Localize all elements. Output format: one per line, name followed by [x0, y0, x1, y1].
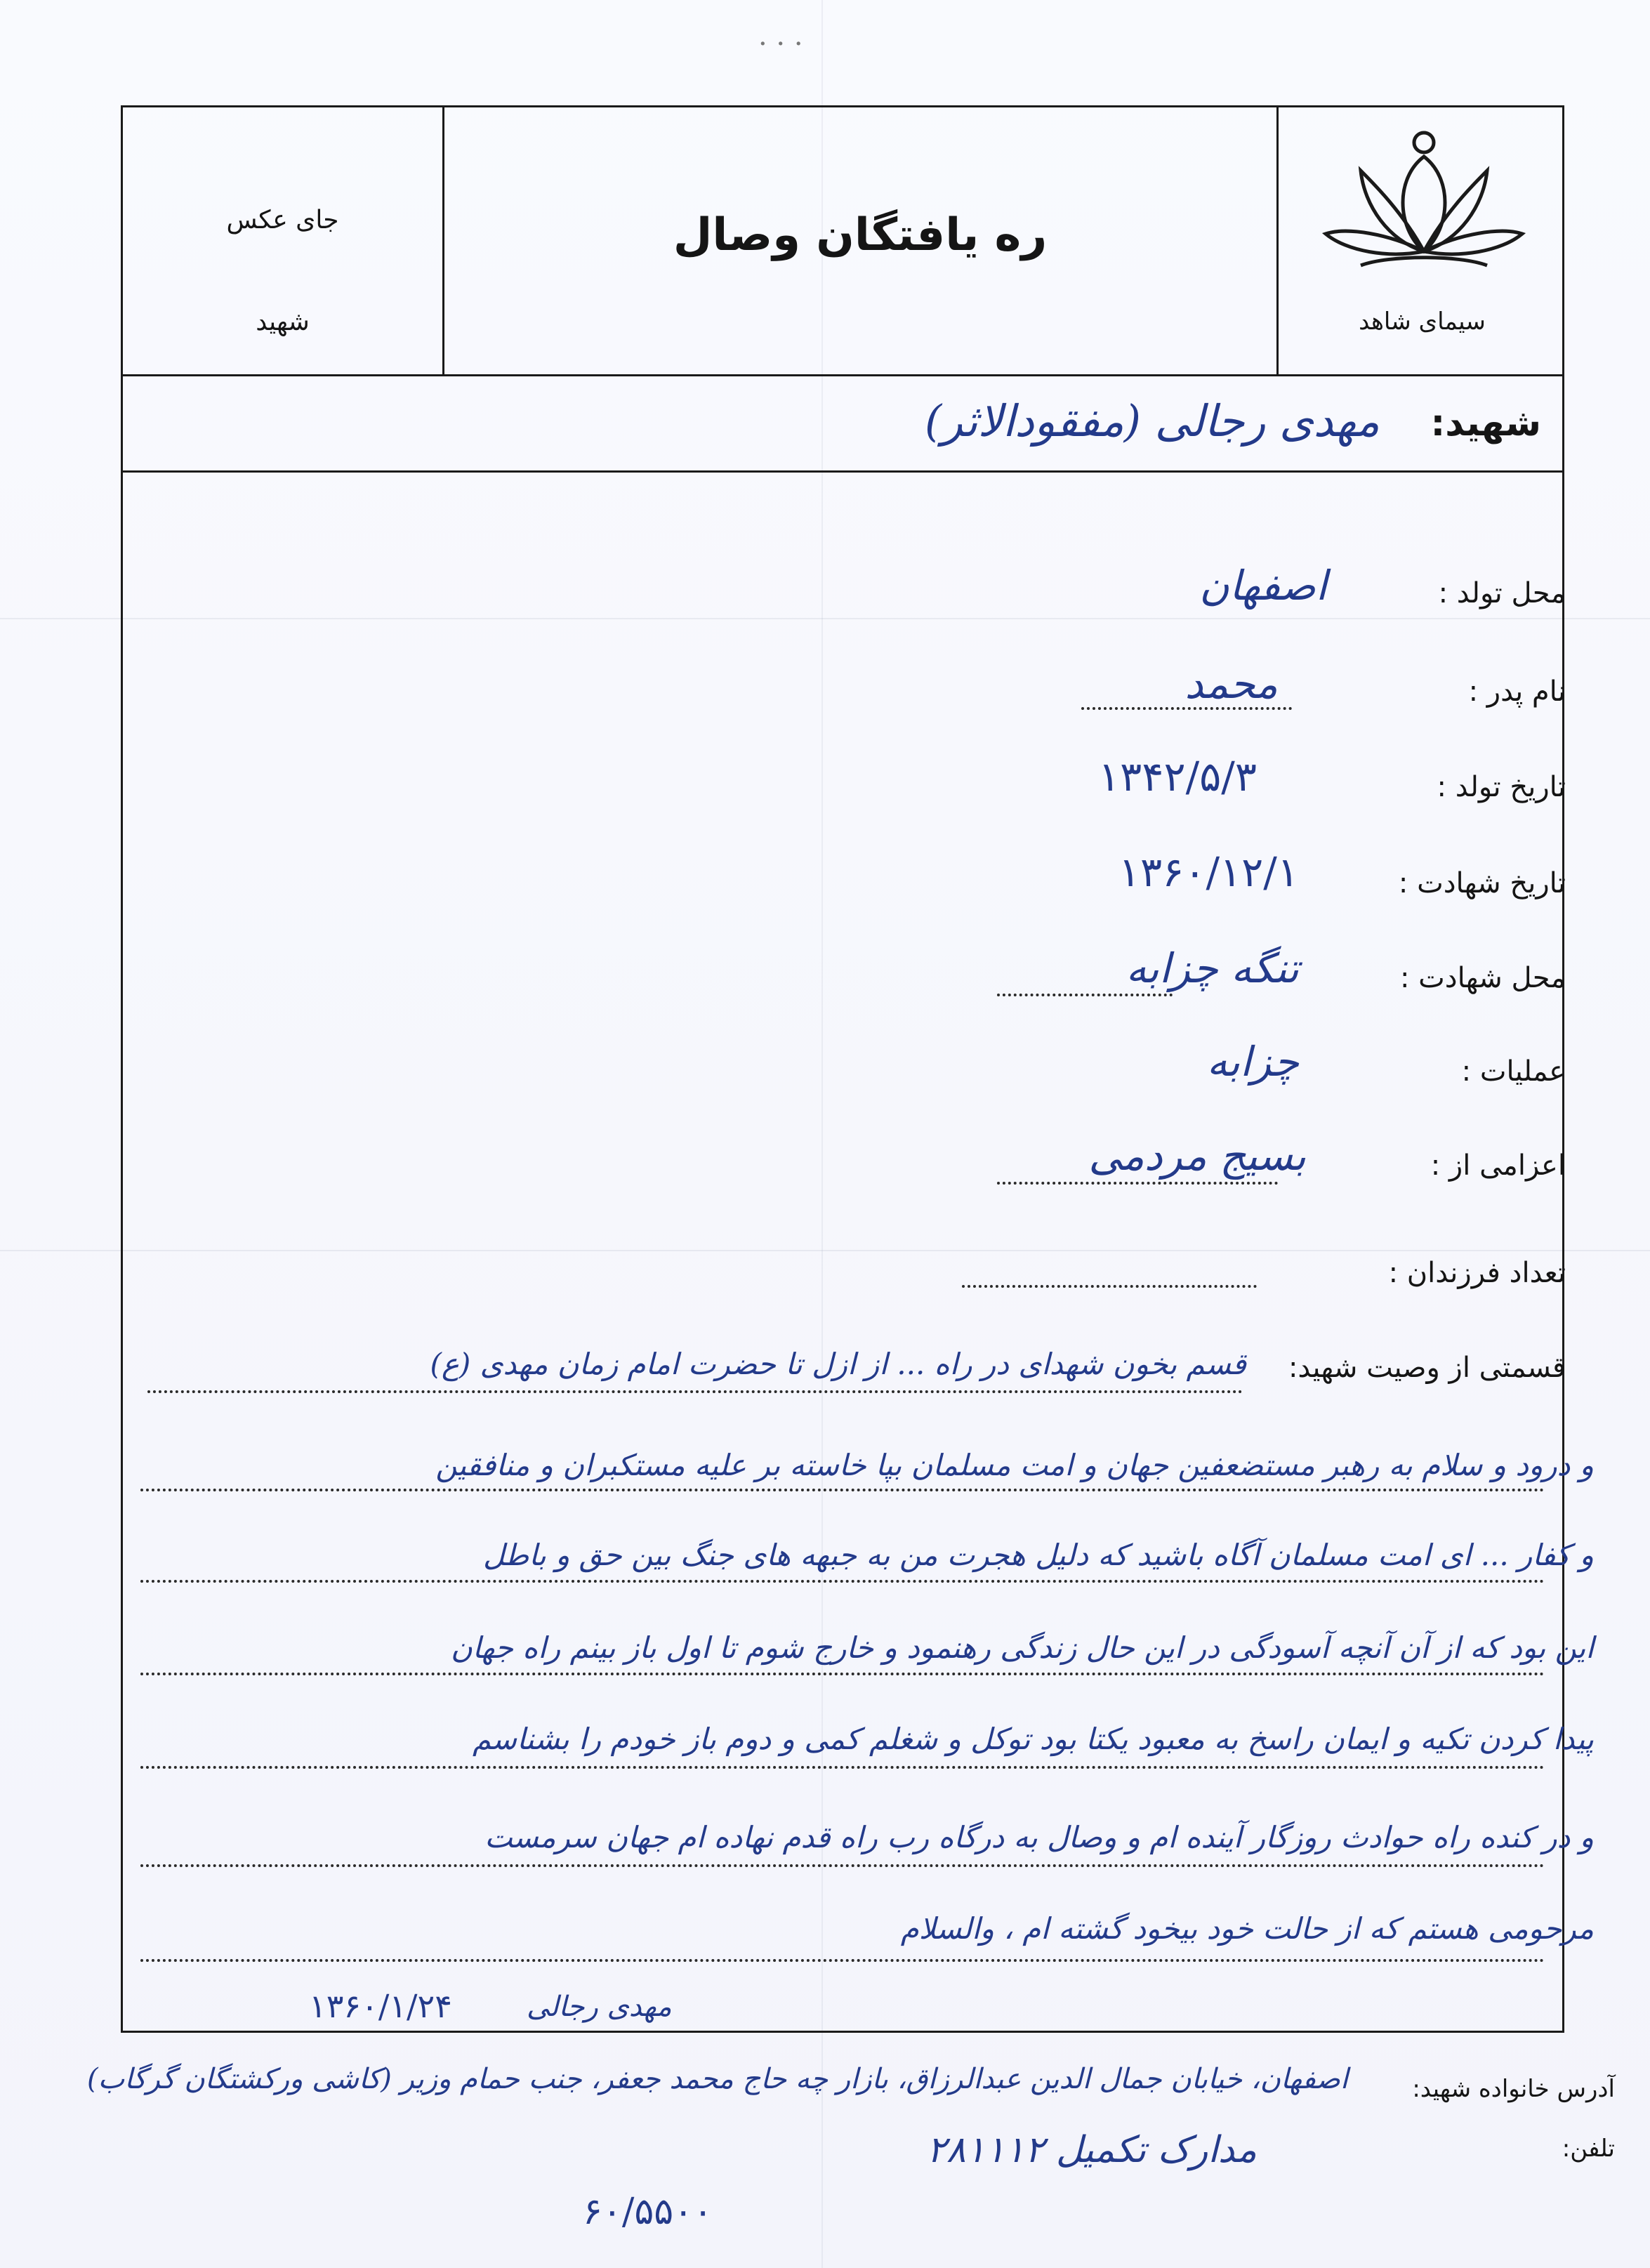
field-value: ۱۳۴۲/۵/۳ — [1098, 753, 1257, 800]
field-label: محل تولد : — [1438, 577, 1566, 609]
field-value: چزابه — [1206, 1038, 1299, 1086]
field-label: تاریخ شهادت : — [1398, 867, 1566, 899]
dotted-line — [140, 1959, 1545, 1962]
name-divider — [123, 470, 1562, 473]
field-label: تعداد فرزندان : — [1388, 1257, 1566, 1289]
will-line: و درود و سلام به رهبر مستضعفین جهان و امت مسلمان بپا خاسته بر علیه مستکبران و منافقین — [435, 1448, 1594, 1482]
phone-label: تلفن: — [1562, 2135, 1615, 2163]
form-title: ره یافتگان وصال — [673, 209, 1048, 261]
top-smudge: · · · — [758, 28, 803, 60]
field-label: نام پدر : — [1468, 675, 1566, 708]
address-label: آدرس خانواده شهید: — [1412, 2075, 1615, 2103]
field-value: محمد — [1184, 660, 1278, 708]
field-label: محل شهادت : — [1399, 962, 1566, 994]
dotted-line — [997, 1182, 1278, 1185]
field-label: عملیات : — [1461, 1055, 1566, 1088]
dotted-line — [140, 1489, 1545, 1491]
field-value: اصفهان — [1199, 562, 1327, 609]
field-label: تاریخ تولد : — [1437, 771, 1566, 803]
field-label: اعزامی از : — [1430, 1149, 1566, 1182]
dotted-line — [140, 1766, 1545, 1769]
will-line: مرحومی هستم که از حالت خود بیخود گشته ام ، والسلام — [900, 1911, 1594, 1946]
will-line: قسم بخون شهدای در راه ... از ازل تا حضرت امام زمان مهدی (ع) — [430, 1347, 1246, 1381]
will-line: و کفار ... ای امت مسلمان آگاه باشید که دلیل هجرت من به جبهه های جنگ بین حق و باطل — [483, 1538, 1594, 1572]
address-value: اصفهان، خیابان جمال الدین عبدالرزاق، بازار چه حاج محمد جعفر، جنب حمام وزیر (کاشی ورکشتگان گرگاب) — [87, 2063, 1348, 2095]
header-divider — [123, 374, 1562, 376]
will-label: قسمتی از وصیت شهید: — [1288, 1352, 1566, 1384]
dotted-line — [140, 1673, 1545, 1675]
will-date: ۱۳۶۰/۱/۲۴ — [309, 1987, 452, 2025]
martyr-label: شهید: — [1430, 402, 1541, 444]
tulip-logo-icon — [1319, 128, 1529, 283]
logo-cell — [1280, 107, 1564, 374]
field-value: بسیج مردمی — [1088, 1132, 1306, 1180]
dotted-line — [1081, 707, 1292, 710]
martyr-name: مهدی رجالی (مفقودالاثر) — [924, 395, 1380, 447]
dotted-line — [147, 1390, 1243, 1393]
field-value: ۱۳۶۰/۱۲/۱ — [1118, 848, 1299, 896]
will-line: این بود که از آن آنچه آسودگی در این حال زندگی رهنمود و خارج شوم تا اول باز بینم راه جهان — [450, 1630, 1594, 1665]
dotted-line — [997, 994, 1173, 996]
phone-value: مدارک تکمیل ۲۸۱۱۱۲ — [926, 2129, 1257, 2171]
dotted-line — [962, 1285, 1257, 1288]
will-line: پیدا کردن تکیه و ایمان راسخ به معبود یکتا بود توکل و شغلم کمی و دوم باز خودم را بشناسم — [472, 1722, 1594, 1756]
logo-caption: سیمای شاهد — [1359, 308, 1486, 336]
logo-divider — [1276, 107, 1279, 376]
photo-label: جای عکس — [226, 206, 339, 235]
signature: مهدی رجالی — [527, 1991, 672, 2023]
will-line: و در کنده راه حوادث روزگار آینده ام و وصال به درگاه رب راه قدم نهاده ام جهان سرمست — [484, 1820, 1594, 1854]
dotted-line — [140, 1864, 1545, 1867]
photo-label-martyr: شهید — [256, 308, 310, 336]
footnote-number: ۶۰/۵۵۰۰ — [583, 2191, 713, 2233]
photo-divider — [442, 107, 444, 376]
field-value: تنگه چزابه — [1126, 944, 1299, 992]
dotted-line — [140, 1580, 1545, 1583]
